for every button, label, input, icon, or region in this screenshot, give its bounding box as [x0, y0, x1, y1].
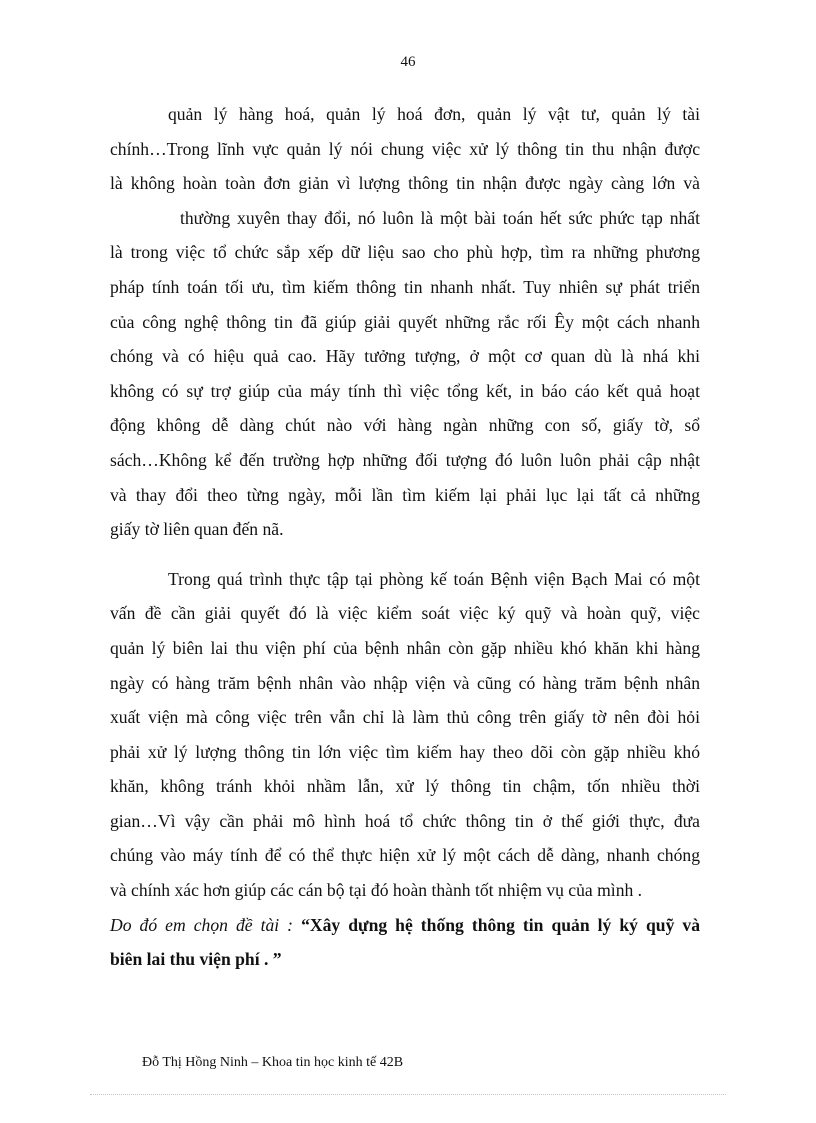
text-line: xuất viện mà công việc trên vẫn chỉ là làm thủ công trên giấy tờ nên đòi hỏi [110, 707, 700, 728]
text-line: ngày có hàng trăm bệnh nhân vào nhập viện và cũng có hàng trăm bệnh nhân [110, 672, 700, 693]
text-line: là không hoàn toàn đơn giản vì lượng thông tin nhận được ngày càng lớn và [110, 173, 700, 194]
footer-divider [90, 1094, 726, 1095]
topic-title-part1: “Xây dựng hệ thống thông tin quản lý ký quỹ và [301, 914, 700, 935]
text-line: thường xuyên thay đổi, nó luôn là một bài toán hết sức phức tạp nhất [180, 207, 700, 228]
text-line: là trong việc tổ chức sắp xếp dữ liệu sao cho phù hợp, tìm ra những phương [110, 242, 700, 263]
text-line: động không dễ dàng chút nào với hàng ngàn những con số, giấy tờ, sổ [110, 415, 700, 436]
text-line: chính…Trong lĩnh vực quản lý nói chung việc xử lý thông tin thu nhận được [110, 138, 700, 159]
text-line: chóng và có hiệu quả cao. Hãy tưởng tượng, ở một cơ quan dù là nhá khi [110, 346, 700, 367]
text-line: chúng vào máy tính để có thể thực hiện xử lý một cách dễ dàng, nhanh chóng [110, 845, 700, 866]
text-line: và chính xác hơn giúp các cán bộ tại đó hoàn thành tốt nhiệm vụ của mình . [110, 880, 643, 901]
text-line: giấy tờ liên quan đến nã. [110, 519, 284, 540]
text-line: vấn đề cần giải quyết đó là việc kiểm soát việc ký quỹ và hoàn quỹ, việc [110, 603, 700, 624]
document-body [110, 97, 700, 977]
topic-intro: Do đó em chọn đề tài : [110, 914, 294, 935]
paragraph-spacer [110, 547, 700, 562]
footer-author: Đỗ Thị Hồng Ninh – Khoa tin học kinh tế 42B [142, 1055, 404, 1070]
paragraph-1 [110, 97, 700, 547]
paragraph-2 [110, 562, 700, 977]
text-line: gian…Vì vậy cần phải mô hình hoá tổ chức thông tin ở thế giới thực, đưa [110, 810, 700, 831]
text-line: Trong quá trình thực tập tại phòng kế toán Bệnh viện Bạch Mai có một [168, 568, 700, 589]
text-line: quản lý biên lai thu viện phí của bệnh nhân còn gặp nhiều khó khăn khi hàng [110, 637, 700, 658]
text-line: quản lý hàng hoá, quản lý hoá đơn, quản lý vật tư, quản lý tài [168, 104, 700, 124]
text-line: sách…Không kể đến trường hợp những đối tượng đó luôn luôn phải cập nhật [110, 449, 700, 470]
text-line: phải xử lý lượng thông tin lớn việc tìm kiếm hay theo dõi còn gặp nhiều khó [110, 741, 700, 762]
topic-title-part2: biên lai thu viện phí . ” [110, 949, 282, 970]
text-line: khăn, không tránh khỏi nhầm lẫn, xử lý thông tin chậm, tốn nhiều thời [110, 776, 700, 797]
page-number: 46 [400, 54, 416, 70]
text-line: của công nghệ thông tin đã giúp giải quyết những rắc rối Êy một cách nhanh [110, 311, 700, 332]
topic-line [110, 908, 700, 943]
text-line: không có sự trợ giúp của máy tính thì việc tổng kết, in báo cáo kết quả hoạt [110, 380, 700, 401]
text-line: và thay đổi theo từng ngày, mỗi lần tìm kiếm lại phải lục lại tất cả những [110, 484, 700, 505]
text-line: pháp tính toán tối ưu, tìm kiếm thông tin nhanh nhất. Tuy nhiên sự phát triển [110, 276, 700, 297]
